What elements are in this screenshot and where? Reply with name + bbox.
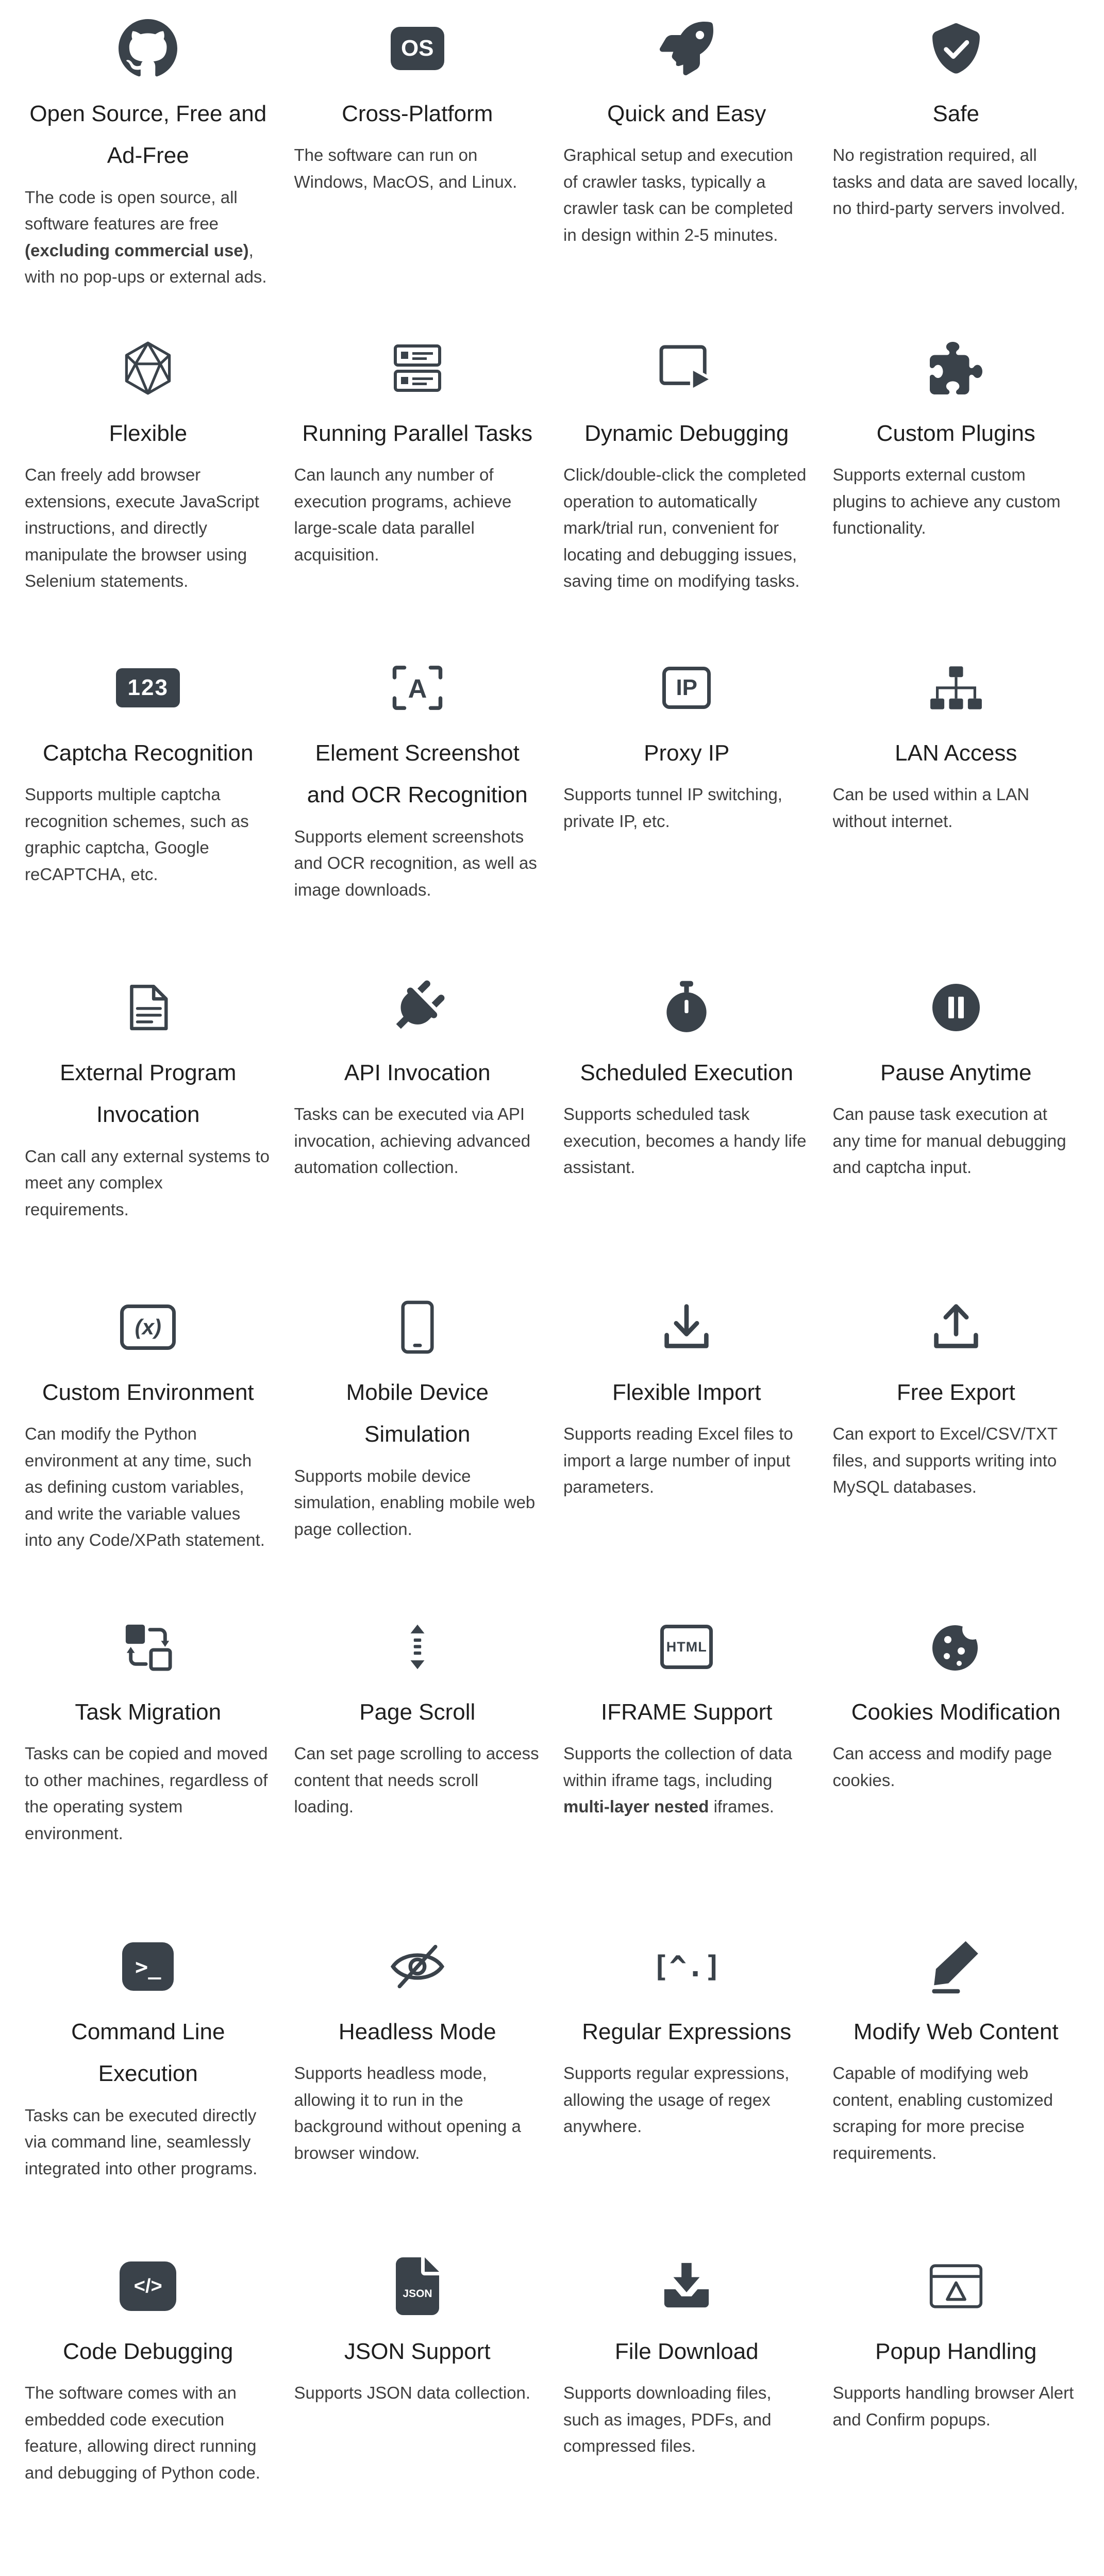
feature-desc: Can modify the Python environment at any time, such as defining custom variables, and write the variable values into any Code/XPath statement. <box>25 1424 265 1550</box>
feature-card <box>25 654 272 973</box>
os-badge-icon: OS <box>294 14 541 82</box>
feature-card <box>294 2252 541 2572</box>
feature-desc: Supports mobile device simulation, enabling mobile web page collection. <box>294 1466 536 1539</box>
feature-card <box>563 1613 810 1933</box>
feature-card <box>563 14 810 334</box>
feature-desc: Supports regular expressions, allowing the usage of regex anywhere. <box>563 2063 790 2136</box>
feature-desc: Graphical setup and execution of crawler tasks, typically a crawler task can be completed in design within 2-5 minutes. <box>563 145 793 244</box>
feature-title: External Program Invocation <box>60 1060 237 1128</box>
feature-title: Pause Anytime <box>880 1060 1032 1085</box>
feature-card <box>294 973 541 1293</box>
feature-title: Task Migration <box>75 1699 222 1725</box>
html-badge-icon: HTML <box>563 1613 810 1681</box>
feature-desc: Supports the collection of data within iframe tags, including multi-layer nested iframes. <box>563 1744 792 1817</box>
import-download-icon <box>563 1293 810 1361</box>
regex-icon: [^.] <box>651 1950 722 1984</box>
feature-card <box>294 14 541 334</box>
feature-title: JSON Support <box>344 2339 491 2364</box>
feature-card <box>833 1933 1080 2252</box>
stopwatch-icon <box>563 973 810 1042</box>
terminal-icon: >_ <box>25 1933 272 2001</box>
json-file-icon <box>294 2252 541 2320</box>
feature-title: Flexible <box>109 421 188 446</box>
feature-card <box>833 1293 1080 1613</box>
feature-desc: Can freely add browser extensions, execute JavaScript instructions, and directly manipulate the browser using Selenium statements. <box>25 465 259 591</box>
feature-desc: Capable of modifying web content, enabling customized scraping for more precise requirements. <box>832 2063 1053 2162</box>
feature-desc: Tasks can be copied and moved to other machines, regardless of the operating system environment. <box>25 1744 268 1843</box>
feature-title: Popup Handling <box>875 2339 1037 2364</box>
feature-card <box>25 14 272 334</box>
shield-check-icon <box>833 14 1080 82</box>
feature-card <box>833 334 1080 654</box>
feature-card <box>563 654 810 973</box>
feature-desc: Supports headless mode, allowing it to run in the background without opening a browser window. <box>294 2063 521 2162</box>
feature-card <box>833 14 1080 334</box>
feature-desc: Can be used within a LAN without internet. <box>832 785 1030 831</box>
eye-slash-icon <box>294 1933 541 2001</box>
export-upload-icon <box>833 1293 1080 1361</box>
feature-title: Element Screenshot and OCR Recognition <box>307 740 528 808</box>
feature-title: Free Export <box>896 1380 1015 1405</box>
feature-card <box>833 973 1080 1293</box>
feature-title: Custom Plugins <box>876 421 1035 446</box>
feature-desc: Supports external custom plugins to achieve any custom functionality. <box>832 465 1061 538</box>
feature-card <box>25 1933 272 2252</box>
feature-title: Safe <box>932 101 979 126</box>
feature-card <box>563 1933 810 2252</box>
lan-network-icon <box>833 654 1080 722</box>
feature-desc: Supports multiple captcha recognition schemes, such as graphic captcha, Google reCAPTCHA, etc. <box>25 785 249 884</box>
file-download-icon <box>563 2252 810 2320</box>
feature-desc: The software comes with an embedded code execution feature, allowing direct running and debugging of Python code. <box>25 2383 260 2482</box>
feature-title: Proxy IP <box>644 740 730 766</box>
feature-title: Headless Mode <box>338 2019 496 2044</box>
feature-card <box>294 1293 541 1613</box>
feature-title: IFRAME Support <box>600 1699 773 1725</box>
feature-title: Modify Web Content <box>853 2019 1059 2044</box>
feature-title: Cross-Platform <box>342 101 493 126</box>
rocket-icon <box>563 14 810 82</box>
feature-desc: Tasks can be executed directly via command line, seamlessly integrated into other programs. <box>25 2105 258 2178</box>
cookie-icon <box>833 1613 1080 1681</box>
feature-title: Regular Expressions <box>582 2019 792 2044</box>
feature-title: Cookies Modification <box>851 1699 1061 1725</box>
feature-desc: The software can run on Windows, MacOS, and Linux. <box>294 145 517 191</box>
feature-card <box>563 1293 810 1613</box>
feature-card <box>25 973 272 1293</box>
mobile-phone-icon <box>294 1293 541 1361</box>
feature-title: Custom Environment <box>42 1380 254 1405</box>
feature-title: Open Source, Free and Ad-Free <box>29 101 267 169</box>
polyhedron-icon <box>25 334 272 402</box>
feature-desc: Can call any external systems to meet any complex requirements. <box>25 1146 270 1219</box>
feature-card <box>563 973 810 1293</box>
feature-card <box>25 1293 272 1613</box>
feature-card <box>833 654 1080 973</box>
svg-text:JSON: JSON <box>403 2288 432 2300</box>
feature-desc: Can export to Excel/CSV/TXT files, and supports writing into MySQL databases. <box>832 1424 1058 1497</box>
feature-title: Quick and Easy <box>607 101 766 126</box>
ocr-scan-icon <box>294 654 541 722</box>
feature-card <box>294 334 541 654</box>
svg-text:A: A <box>408 674 427 704</box>
feature-card <box>25 334 272 654</box>
feature-desc: The code is open source, all software features are free (excluding commercial use), with no pop-ups or external ads. <box>25 187 267 287</box>
feature-card <box>563 2252 810 2572</box>
feature-title: LAN Access <box>895 740 1017 766</box>
feature-desc: Can access and modify page cookies. <box>832 1744 1052 1790</box>
feature-card <box>25 1613 272 1933</box>
feature-card <box>833 2252 1080 2572</box>
feature-desc: Supports element screenshots and OCR recognition, as well as image downloads. <box>294 827 537 899</box>
feature-title: File Download <box>614 2339 759 2364</box>
feature-title: Captcha Recognition <box>43 740 254 766</box>
feature-desc: Supports handling browser Alert and Confirm popups. <box>832 2383 1074 2429</box>
feature-desc: Click/double-click the completed operation to automatically mark/trial run, convenient for locating and debugging issues, saving time on modifying tasks. <box>563 465 807 591</box>
feature-card <box>294 1933 541 2252</box>
feature-desc: Tasks can be executed via API invocation, achieving advanced automation collection. <box>294 1104 531 1177</box>
feature-title: Command Line Execution <box>71 2019 225 2087</box>
feature-title: API Invocation <box>344 1060 491 1085</box>
feature-title: Dynamic Debugging <box>584 421 789 446</box>
feature-title: Running Parallel Tasks <box>302 421 533 446</box>
feature-title: Flexible Import <box>612 1380 761 1405</box>
feature-desc: Supports tunnel IP switching, private IP, etc. <box>563 785 782 831</box>
feature-desc: Supports scheduled task execution, becomes a handy life assistant. <box>563 1104 807 1177</box>
github-icon <box>25 14 272 82</box>
feature-desc: Supports JSON data collection. <box>294 2383 531 2403</box>
feature-title: Code Debugging <box>63 2339 233 2364</box>
code-badge-icon: </> <box>25 2252 272 2320</box>
feature-card <box>563 334 810 654</box>
document-icon <box>25 973 272 1042</box>
feature-card <box>25 2252 272 2572</box>
feature-desc: Supports downloading files, such as images, PDFs, and compressed files. <box>563 2383 772 2456</box>
feature-card <box>294 1613 541 1933</box>
page-scroll-icon <box>294 1613 541 1681</box>
feature-desc: Can pause task execution at any time for manual debugging and captcha input. <box>832 1104 1066 1177</box>
variable-badge-icon: (x) <box>25 1293 272 1361</box>
feature-desc: Supports reading Excel files to import a large number of input parameters. <box>563 1424 793 1497</box>
feature-card <box>833 1613 1080 1933</box>
pencil-icon <box>833 1933 1080 2001</box>
trial-run-icon <box>563 334 810 402</box>
feature-title: Scheduled Execution <box>580 1060 793 1085</box>
plug-icon <box>294 973 541 1042</box>
feature-desc: Can launch any number of execution programs, achieve large-scale data parallel acquisition. <box>294 465 512 564</box>
task-migration-icon <box>25 1613 272 1681</box>
feature-title: Mobile Device Simulation <box>346 1380 489 1447</box>
popup-window-icon <box>833 2252 1080 2320</box>
feature-card <box>294 654 541 973</box>
feature-title: Page Scroll <box>359 1699 476 1725</box>
captcha-123-icon: 123 <box>25 654 272 722</box>
pause-icon <box>833 973 1080 1042</box>
task-list-icon <box>294 334 541 402</box>
feature-desc: No registration required, all tasks and data are saved locally, no third-party servers involved. <box>832 145 1078 218</box>
feature-desc: Can set page scrolling to access content that needs scroll loading. <box>294 1744 539 1817</box>
puzzle-icon <box>833 334 1080 402</box>
ip-badge-icon: IP <box>563 654 810 722</box>
